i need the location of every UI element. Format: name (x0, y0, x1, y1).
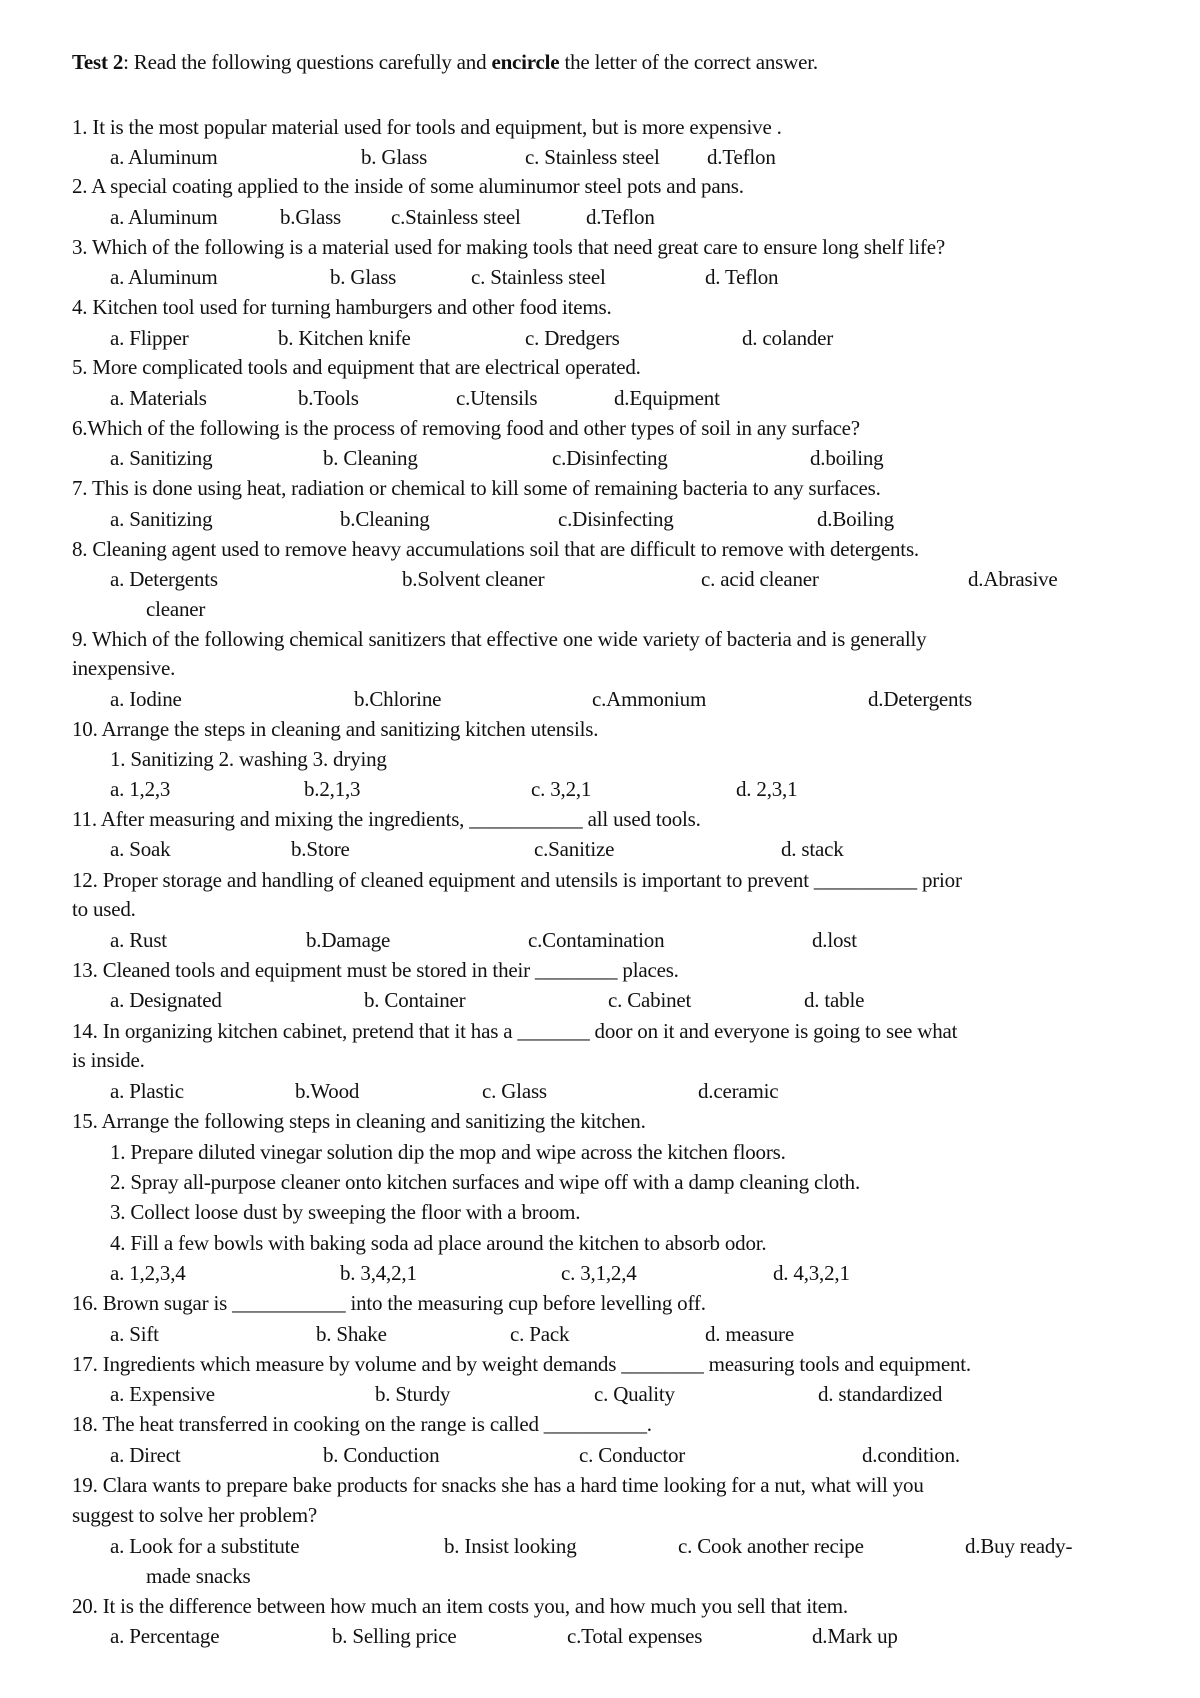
option-a[interactable]: a. Look for a substitute (110, 1534, 300, 1558)
question-17: 17. Ingredients which measure by volume and by weight demands ________ measuring tools and equipment. (72, 1352, 971, 1376)
instructions-part1: : Read the following questions carefully and (123, 50, 492, 74)
option-d[interactable]: d.Detergents (868, 687, 972, 711)
option-c[interactable]: c.Disinfecting (558, 507, 674, 531)
options-q13 (0, 986, 1200, 1014)
option-c[interactable]: c.Utensils (456, 386, 538, 410)
option-d[interactable]: d. Teflon (705, 265, 779, 289)
option-c[interactable]: c. 3,2,1 (531, 777, 592, 801)
option-c[interactable]: c. Glass (482, 1079, 547, 1103)
options-q18 (0, 1441, 1200, 1469)
option-d[interactable]: d.ceramic (698, 1079, 779, 1103)
options-q1 (0, 143, 1200, 171)
option-c[interactable]: c.Ammonium (592, 687, 707, 711)
option-continuation: made snacks (146, 1564, 251, 1588)
options-q7 (0, 505, 1200, 533)
option-b[interactable]: b.Tools (298, 386, 359, 410)
option-c[interactable]: c. Pack (510, 1322, 570, 1346)
options-q19 (0, 1532, 1200, 1560)
option-a[interactable]: a. Percentage (110, 1624, 220, 1648)
option-b[interactable]: b. Selling price (332, 1624, 457, 1648)
option-d[interactable]: d.Abrasive (968, 567, 1058, 591)
question-19: 19. Clara wants to prepare bake products for snacks she has a hard time looking for a nut, what will you (72, 1473, 924, 1497)
option-c[interactable]: c.Contamination (528, 928, 665, 952)
option-a[interactable]: a. Iodine (110, 687, 182, 711)
option-c[interactable]: c. Quality (594, 1382, 675, 1406)
option-b[interactable]: b.Solvent cleaner (402, 567, 545, 591)
option-b[interactable]: b.Glass (280, 205, 342, 229)
question-6: 6.Which of the following is the process of removing food and other types of soil in any surface? (72, 416, 860, 440)
option-b[interactable]: b. Glass (330, 265, 397, 289)
option-b[interactable]: b.Store (291, 837, 350, 861)
option-c[interactable]: c. Cook another recipe (678, 1534, 864, 1558)
option-d[interactable]: d.condition. (862, 1443, 960, 1467)
option-a[interactable]: a. Sanitizing (110, 446, 213, 470)
options-q6 (0, 444, 1200, 472)
option-c[interactable]: c. Cabinet (608, 988, 692, 1012)
question-9: 9. Which of the following chemical sanitizers that effective one wide variety of bacteria and is generally (72, 627, 927, 651)
option-d[interactable]: d.Mark up (812, 1624, 898, 1648)
question-14-continuation: is inside. (72, 1048, 145, 1072)
question-4: 4. Kitchen tool used for turning hamburgers and other food items. (72, 295, 612, 319)
question-18: 18. The heat transferred in cooking on the range is called __________. (72, 1412, 652, 1436)
step-item: 3. Collect loose dust by sweeping the floor with a broom. (110, 1200, 581, 1224)
option-d[interactable]: d. stack (781, 837, 844, 861)
option-d[interactable]: d.boiling (810, 446, 884, 470)
option-c[interactable]: c. Conductor (579, 1443, 686, 1467)
test-label: Test 2 (72, 50, 124, 74)
option-c[interactable]: c.Sanitize (534, 837, 615, 861)
option-a[interactable]: a. Rust (110, 928, 167, 952)
steps-list: 1. Sanitizing 2. washing 3. drying (110, 747, 387, 771)
question-3: 3. Which of the following is a material used for making tools that need great care to ensure long shelf life? (72, 235, 945, 259)
option-b[interactable]: b. Sturdy (375, 1382, 451, 1406)
options-q17 (0, 1380, 1200, 1408)
option-a[interactable]: a. Aluminum (110, 205, 218, 229)
step-item: 4. Fill a few bowls with baking soda ad place around the kitchen to absorb odor. (110, 1231, 767, 1255)
option-c[interactable]: c. 3,1,2,4 (561, 1261, 637, 1285)
option-d[interactable]: d.Teflon (707, 145, 776, 169)
option-d[interactable]: d. colander (742, 326, 834, 350)
option-a[interactable]: a. 1,2,3 (110, 777, 171, 801)
question-15: 15. Arrange the following steps in cleaning and sanitizing the kitchen. (72, 1109, 646, 1133)
option-b[interactable]: b.2,1,3 (304, 777, 361, 801)
options-q12 (0, 926, 1200, 954)
step-item: 1. Prepare diluted vinegar solution dip the mop and wipe across the kitchen floors. (110, 1140, 786, 1164)
option-b[interactable]: b.Cleaning (340, 507, 430, 531)
option-a[interactable]: a. 1,2,3,4 (110, 1261, 186, 1285)
option-a[interactable]: a. Expensive (110, 1382, 215, 1406)
options-q15 (0, 1259, 1200, 1287)
option-b[interactable]: b.Damage (306, 928, 391, 952)
question-2: 2. A special coating applied to the inside of some aluminumor steel pots and pans. (72, 174, 744, 198)
option-a[interactable]: a. Aluminum (110, 265, 218, 289)
question-9-continuation: inexpensive. (72, 656, 176, 680)
options-q11 (0, 835, 1200, 863)
option-d[interactable]: d. standardized (818, 1382, 943, 1406)
question-10: 10. Arrange the steps in cleaning and sanitizing kitchen utensils. (72, 717, 599, 741)
option-continuation: cleaner (146, 597, 206, 621)
option-d[interactable]: d. table (804, 988, 865, 1012)
option-c[interactable]: c.Disinfecting (552, 446, 668, 470)
instructions-part2: the letter of the correct answer. (559, 50, 818, 74)
question-13: 13. Cleaned tools and equipment must be stored in their ________ places. (72, 958, 679, 982)
option-b[interactable]: b. Shake (316, 1322, 387, 1346)
option-d[interactable]: d. 4,3,2,1 (773, 1261, 850, 1285)
option-a[interactable]: a. Detergents (110, 567, 218, 591)
option-b[interactable]: b. 3,4,2,1 (340, 1261, 417, 1285)
option-d[interactable]: d.Boiling (817, 507, 894, 531)
option-a[interactable]: a. Flipper (110, 326, 189, 350)
option-d[interactable]: d.lost (812, 928, 857, 952)
option-a[interactable]: a. Designated (110, 988, 222, 1012)
option-c[interactable]: c.Total expenses (567, 1624, 703, 1648)
option-a[interactable]: a. Aluminum (110, 145, 218, 169)
option-b[interactable]: b. Glass (361, 145, 428, 169)
test-instructions (72, 48, 818, 76)
option-a[interactable]: a. Materials (110, 386, 207, 410)
option-b[interactable]: b. Container (364, 988, 466, 1012)
question-5: 5. More complicated tools and equipment that are electrical operated. (72, 355, 641, 379)
option-b[interactable]: b. Cleaning (323, 446, 418, 470)
option-d[interactable]: d.Equipment (614, 386, 720, 410)
options-q14 (0, 1077, 1200, 1105)
question-12-continuation: to used. (72, 897, 136, 921)
option-a[interactable]: a. Sift (110, 1322, 159, 1346)
option-a[interactable]: a. Sanitizing (110, 507, 213, 531)
option-d[interactable]: d.Buy ready- (965, 1534, 1073, 1558)
options-q8 (0, 565, 1200, 593)
option-c[interactable]: c. Dredgers (525, 326, 620, 350)
options-q3 (0, 263, 1200, 291)
question-16: 16. Brown sugar is ___________ into the measuring cup before levelling off. (72, 1291, 706, 1315)
option-c[interactable]: c.Stainless steel (391, 205, 521, 229)
options-q4 (0, 324, 1200, 352)
option-c[interactable]: c. acid cleaner (701, 567, 819, 591)
option-d[interactable]: d. 2,3,1 (736, 777, 798, 801)
options-q20 (0, 1622, 1200, 1650)
instructions-emphasis: encircle (491, 50, 560, 74)
options-q16 (0, 1320, 1200, 1348)
question-1: 1. It is the most popular material used for tools and equipment, but is more expensive . (72, 115, 782, 139)
option-a[interactable]: a. Direct (110, 1443, 181, 1467)
option-b[interactable]: b.Wood (295, 1079, 360, 1103)
options-q2 (0, 203, 1200, 231)
option-d[interactable]: d. measure (705, 1322, 794, 1346)
option-d[interactable]: d.Teflon (586, 205, 655, 229)
question-14: 14. In organizing kitchen cabinet, pretend that it has a _______ door on it and everyone is going to see what (72, 1019, 958, 1043)
options-q5 (0, 384, 1200, 412)
option-c[interactable]: c. Stainless steel (525, 145, 660, 169)
option-a[interactable]: a. Plastic (110, 1079, 184, 1103)
option-b[interactable]: b. Insist looking (444, 1534, 577, 1558)
option-b[interactable]: b. Conduction (323, 1443, 440, 1467)
question-8: 8. Cleaning agent used to remove heavy accumulations soil that are difficult to remove with detergents. (72, 537, 919, 561)
question-20: 20. It is the difference between how much an item costs you, and how much you sell that item. (72, 1594, 848, 1618)
option-b[interactable]: b. Kitchen knife (278, 326, 411, 350)
step-item: 2. Spray all-purpose cleaner onto kitchen surfaces and wipe off with a damp cleaning cloth. (110, 1170, 860, 1194)
question-11: 11. After measuring and mixing the ingredients, ___________ all used tools. (72, 807, 701, 831)
option-c[interactable]: c. Stainless steel (471, 265, 606, 289)
question-19-continuation: suggest to solve her problem? (72, 1503, 317, 1527)
question-12: 12. Proper storage and handling of cleaned equipment and utensils is important to prevent __________ prior (72, 868, 962, 892)
options-q10 (0, 775, 1200, 803)
question-7: 7. This is done using heat, radiation or chemical to kill some of remaining bacteria to any surfaces. (72, 476, 881, 500)
option-a[interactable]: a. Soak (110, 837, 171, 861)
options-q9 (0, 685, 1200, 713)
option-b[interactable]: b.Chlorine (354, 687, 442, 711)
